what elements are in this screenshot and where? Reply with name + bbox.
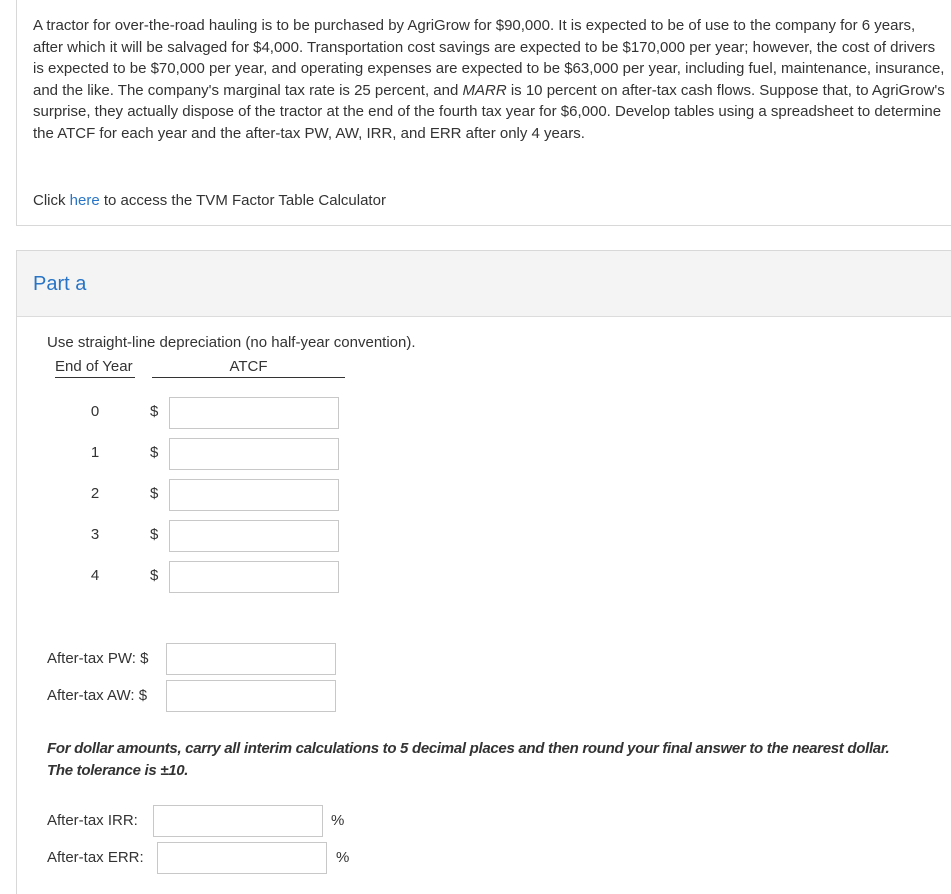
tvm-suffix: to access the TVM Factor Table Calculator: [99, 192, 386, 209]
atcf-input-year-0[interactable]: [169, 397, 339, 429]
err-percent-sign: %: [336, 849, 350, 866]
year-label: 4: [90, 567, 100, 584]
pw-label: After-tax PW: $: [47, 650, 149, 667]
table-row: [0, 520, 400, 552]
dollar-sign: $: [150, 403, 159, 420]
aw-label: After-tax AW: $: [47, 687, 148, 704]
question-text-part2: is 10 percent on after-tax cash flows. Suppose that, to AgriGrow's surprise, they actually dispose of the tractor at the end of the fourth tax year for $6,000. Develop tables using a spreadsheet to determine the ATCF for each year and the after-tax PW, AW, IRR, and ERR after only 4 years.: [33, 81, 945, 142]
col-header-atcf: ATCF: [152, 358, 345, 378]
col-header-year: End of Year: [55, 358, 135, 378]
marr-term: MARR: [462, 81, 507, 99]
atcf-input-year-4[interactable]: [169, 561, 339, 593]
table-row: [0, 561, 400, 593]
question-text: [33, 15, 948, 144]
dollar-sign: $: [150, 567, 159, 584]
aw-input[interactable]: [166, 680, 336, 712]
question-text-part1: A tractor for over-the-road hauling is to be purchased by AgriGrow for $90,000. It is expected to be of use to the company for 6 years, after which it will be salvaged for $4,000. Transportation cost savings are expected to be $170,000 per year; however, the cost of drivers is expected to be $70,000 per year, and operating expenses are expected to be $63,000 per year, including fuel, maintenance, insurance, and the like. The company's marginal tax rate is 25 percent, and: [33, 17, 945, 99]
pw-input[interactable]: [166, 643, 336, 675]
atcf-input-year-3[interactable]: [169, 520, 339, 552]
irr-percent-sign: %: [331, 812, 345, 829]
err-label: After-tax ERR:: [47, 849, 144, 866]
irr-input[interactable]: [153, 805, 323, 837]
atcf-input-year-1[interactable]: [169, 438, 339, 470]
year-label: 2: [90, 485, 100, 502]
atcf-input-year-2[interactable]: [169, 479, 339, 511]
err-input[interactable]: [157, 842, 327, 874]
question-card: [16, 0, 951, 226]
year-label: 3: [90, 526, 100, 543]
part-a-title: Part a: [33, 273, 87, 295]
dollar-sign: $: [150, 444, 159, 461]
table-row: [0, 479, 400, 511]
year-label: 1: [90, 444, 100, 461]
irr-label: After-tax IRR:: [47, 812, 138, 829]
tvm-link[interactable]: here: [69, 192, 100, 209]
table-row: [0, 438, 400, 470]
dollar-sign: $: [150, 485, 159, 502]
tolerance-note: For dollar amounts, carry all interim calculations to 5 decimal places and then round your final answer to the nearest dollar. The tolerance is ±10.: [47, 740, 890, 779]
part-a-header: [17, 251, 951, 317]
instruction: Use straight-line depreciation (no half-year convention).: [47, 334, 416, 351]
tvm-prefix: Click: [33, 192, 70, 209]
tvm-line: [33, 192, 386, 209]
table-row: [0, 397, 400, 429]
year-label: 0: [90, 403, 100, 420]
dollar-sign: $: [150, 526, 159, 543]
